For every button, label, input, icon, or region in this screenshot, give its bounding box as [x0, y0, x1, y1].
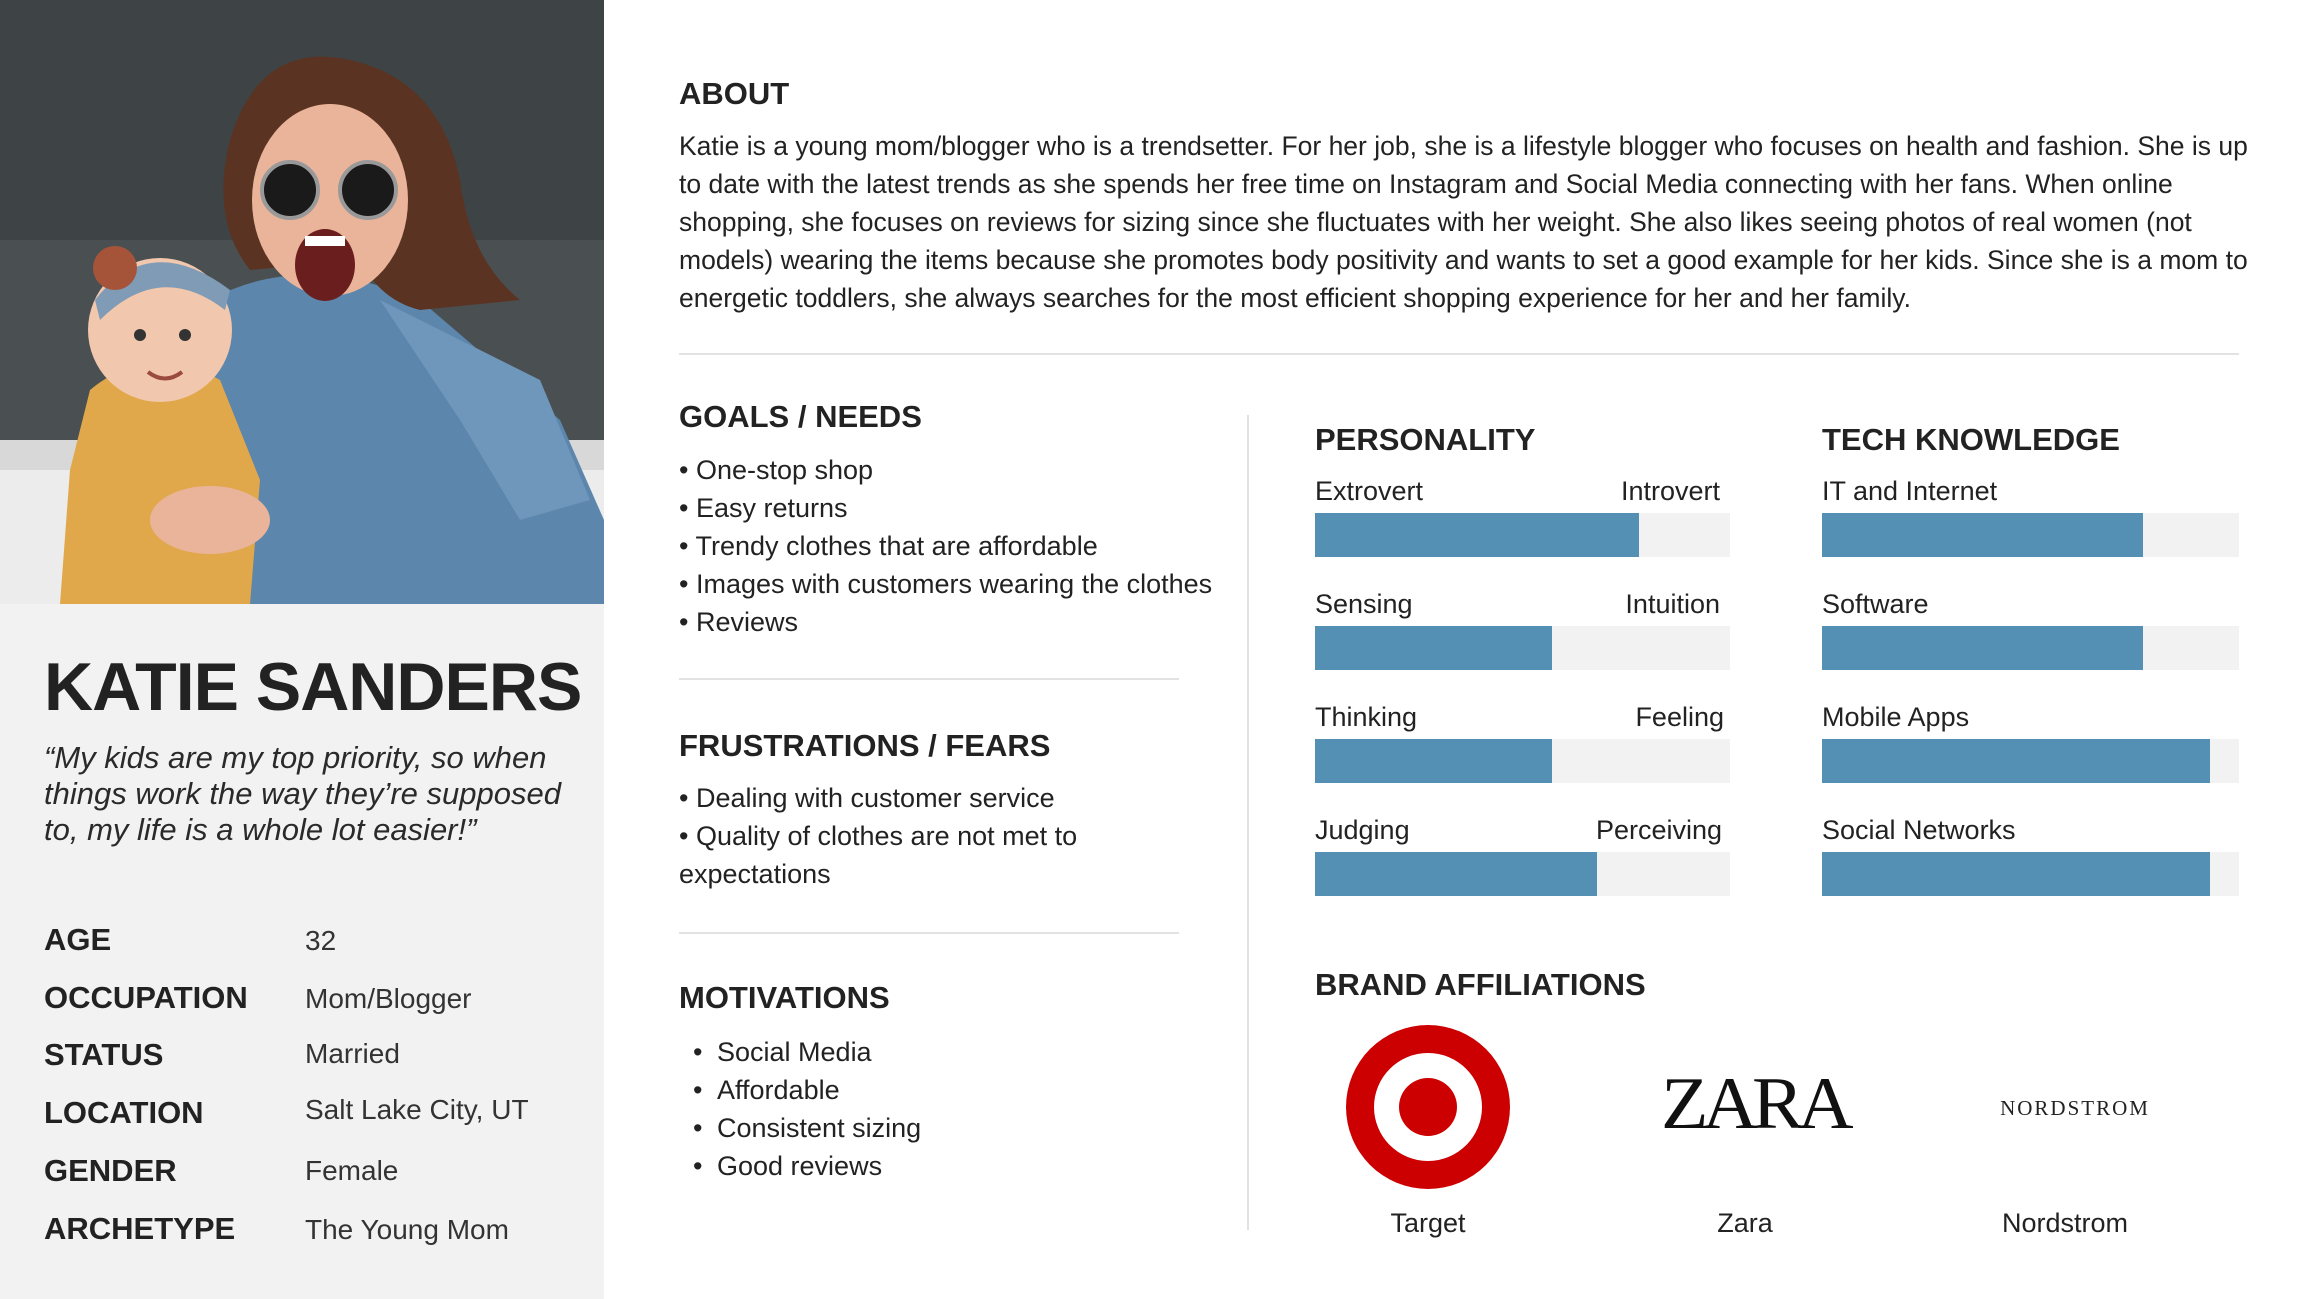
tech-heading: TECH KNOWLEDGE	[1822, 422, 2120, 457]
brand-name-zara: Zara	[1717, 1208, 1773, 1238]
tech-label: Software	[1822, 589, 1929, 619]
motivations-item: • Consistent sizing	[679, 1109, 921, 1147]
personality-bar-track	[1315, 852, 1730, 896]
personality-bar-track	[1315, 739, 1730, 783]
info-value-archetype: The Young Mom	[305, 1214, 509, 1245]
frustrations-heading: FRUSTRATIONS / FEARS	[679, 728, 1051, 763]
personality-bar-fill	[1315, 739, 1552, 783]
personality-bar-fill	[1315, 626, 1552, 670]
personality-right-label: Perceiving	[1595, 815, 1722, 845]
brands-heading: BRAND AFFILIATIONS	[1315, 967, 1646, 1002]
brand-name-target: Target	[1390, 1208, 1466, 1238]
motivations-list	[679, 1033, 921, 1185]
column-divider	[1247, 415, 1249, 1230]
goals-item: • One-stop shop	[679, 455, 874, 485]
frustrations-divider	[679, 932, 1179, 934]
tech-bar-track	[1822, 626, 2239, 670]
goals-item: • Reviews	[679, 607, 798, 637]
persona-photo-image	[0, 0, 604, 604]
persona-quote: “My kids are my top priority, so when things work the way they’re supposed to, my life is a whole lot easier!”	[44, 740, 561, 847]
personality-left-label: Extrovert	[1315, 476, 1424, 506]
info-label-age: AGE	[44, 922, 112, 957]
tech-label: Mobile Apps	[1822, 702, 1970, 732]
goals-heading: GOALS / NEEDS	[679, 399, 922, 434]
tech-bar-track	[1822, 739, 2239, 783]
tech-bar-track	[1822, 852, 2239, 896]
nordstrom-logo: NORDSTROM	[2000, 1096, 2150, 1120]
personality-right-label: Feeling	[1635, 702, 1724, 732]
brand-name-nordstrom: Nordstrom	[2001, 1208, 2129, 1238]
personality-right-label: Introvert	[1620, 476, 1720, 506]
info-value-status: Married	[305, 1038, 400, 1069]
persona-name: KATIE SANDERS	[44, 649, 582, 725]
personality-bar-fill	[1315, 513, 1639, 557]
frustrations-item: • Quality of clothes are not met to	[679, 821, 1078, 851]
goals-item: • Trendy clothes that are affordable	[679, 531, 1098, 561]
info-label-occupation: OCCUPATION	[44, 980, 248, 1015]
tech-bar-fill	[1822, 626, 2143, 670]
tech-bar-fill	[1822, 513, 2143, 557]
personality-bar-fill	[1315, 852, 1597, 896]
frustrations-item: expectations	[679, 859, 831, 889]
frustrations-list	[679, 779, 1077, 893]
zara-logo: ZARA	[1661, 1063, 1848, 1145]
info-value-occupation: Mom/Blogger	[305, 983, 472, 1014]
goals-item: • Easy returns	[679, 493, 848, 523]
motivations-item: • Good reviews	[679, 1147, 921, 1185]
bullet-icon: •	[693, 1113, 703, 1143]
personality-left-label: Sensing	[1315, 589, 1413, 619]
goals-divider	[679, 678, 1179, 680]
goals-list	[679, 451, 1212, 641]
bullet-icon: •	[693, 1151, 703, 1181]
info-label-location: LOCATION	[44, 1095, 204, 1130]
tech-bar-fill	[1822, 739, 2210, 783]
goals-item: • Images with customers wearing the clothes	[679, 569, 1213, 599]
persona-photo	[0, 0, 604, 604]
tech-label: Social Networks	[1822, 815, 2016, 845]
bullet-icon: •	[693, 1075, 703, 1105]
tech-label: IT and Internet	[1822, 476, 1998, 506]
tech-bar-fill	[1822, 852, 2210, 896]
frustrations-item: • Dealing with customer service	[679, 783, 1055, 813]
motivations-item: • Affordable	[679, 1071, 921, 1109]
personality-left-label: Judging	[1315, 815, 1410, 845]
info-label-archetype: ARCHETYPE	[44, 1211, 236, 1246]
personality-right-label: Intuition	[1625, 589, 1720, 619]
about-text: Katie is a young mom/blogger who is a trendsetter. For her job, she is a lifestyle blogger who focuses on health and fashion. She is up to date with the latest trends as she spends her free time on Instagram and Social Media connecting with her fans. When online shopping, she focuses on reviews for sizing since she fluctuates with her weight. She also likes seeing photos of real women (not models) wearing the items because she promotes body positivity and wants to set a good example for her kids. Since she is a mom to energetic toddlers, she always searches for the most efficient shopping experience for her and her family.	[679, 131, 2248, 313]
info-label-status: STATUS	[44, 1037, 164, 1072]
motivations-heading: MOTIVATIONS	[679, 980, 890, 1015]
info-label-gender: GENDER	[44, 1153, 177, 1188]
motivations-item: • Social Media	[679, 1033, 921, 1071]
personality-heading: PERSONALITY	[1315, 422, 1536, 457]
target-logo	[1343, 1022, 1513, 1192]
info-value-age: 32	[305, 925, 337, 956]
info-value-location: Salt Lake City, UT	[305, 1094, 529, 1125]
about-divider	[679, 353, 2239, 355]
tech-bar-track	[1822, 513, 2239, 557]
bullet-icon: •	[693, 1037, 703, 1067]
about-heading: ABOUT	[679, 76, 790, 111]
info-value-gender: Female	[305, 1155, 399, 1186]
personality-bar-track	[1315, 626, 1730, 670]
personality-bar-track	[1315, 513, 1730, 557]
personality-left-label: Thinking	[1315, 702, 1418, 732]
